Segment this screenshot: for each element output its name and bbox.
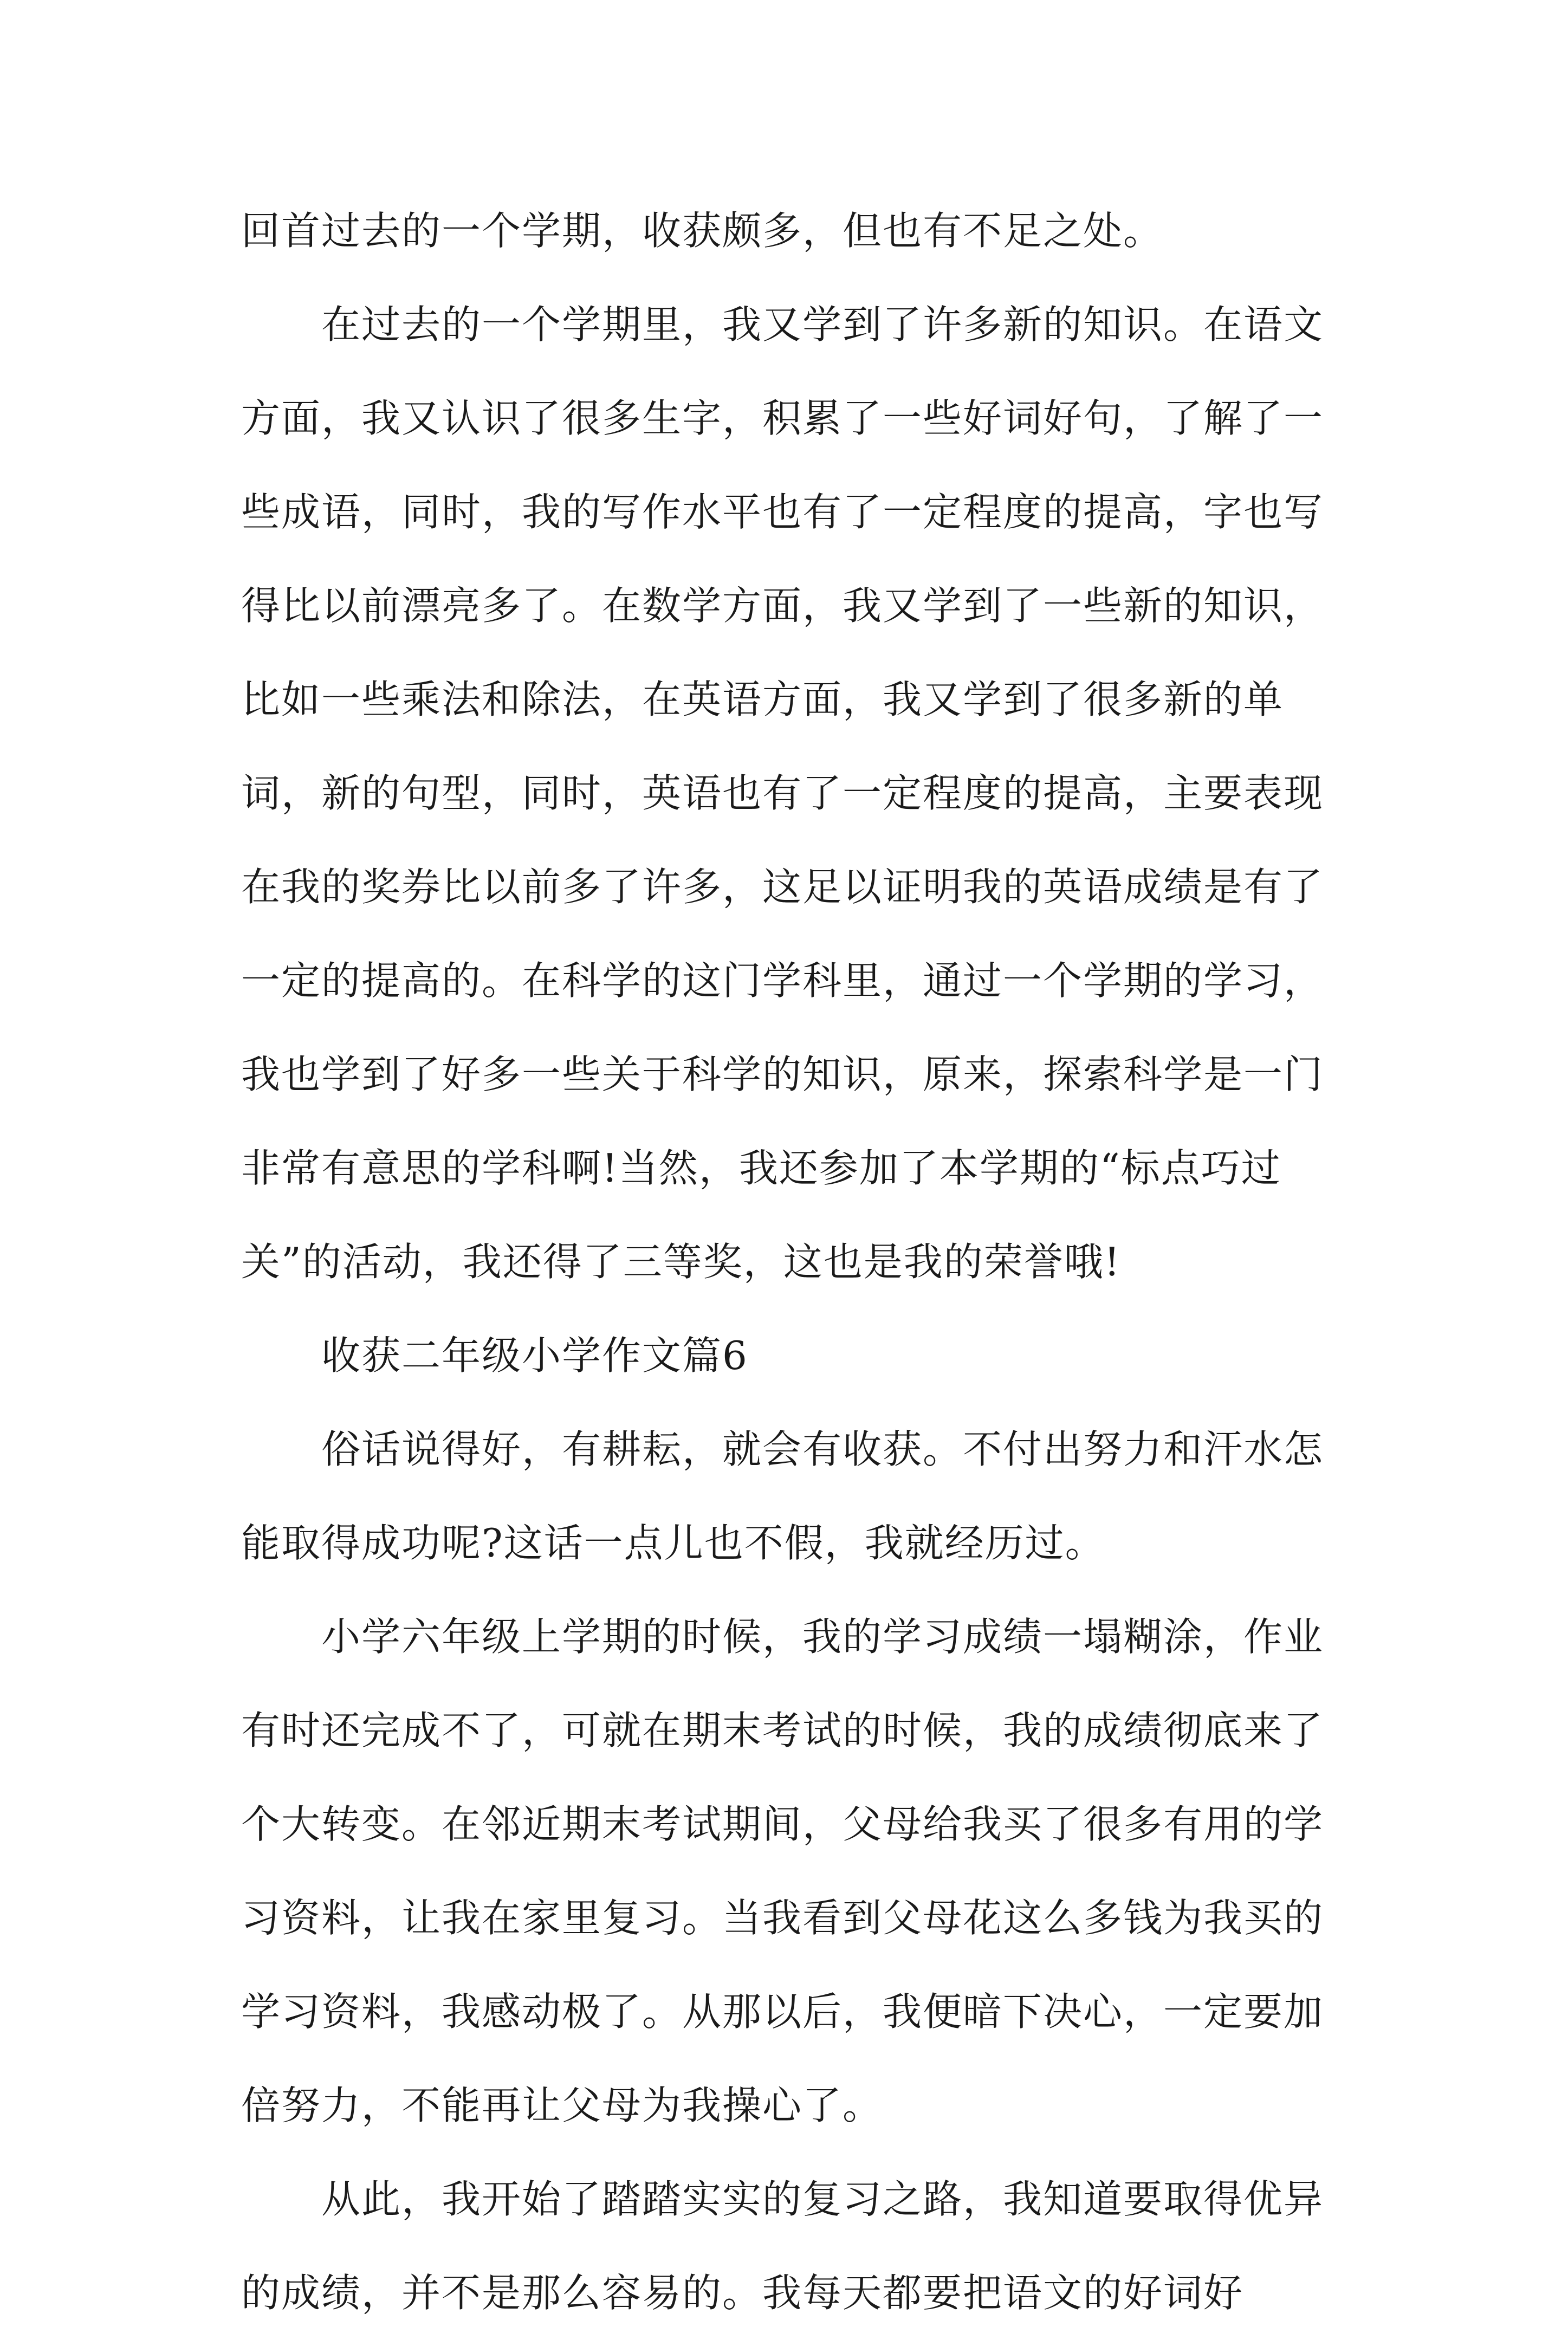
section-heading: 收获二年级小学作文篇6 (321, 1333, 748, 1378)
paragraph-3: 俗话说得好，有耕耘，就会有收获。不付出努力和汗水怎能取得成功呢?这话一点儿也不假，我就经历过。 (241, 1427, 1324, 1566)
paragraph-5: 从此，我开始了踏踏实实的复习之路，我知道要取得优异的成绩，并不是那么容易的。我每天都要把语文的好词好 (241, 2176, 1324, 2316)
paragraph-4: 小学六年级上学期的时候，我的学习成绩一塌糊涂，作业有时还完成不了，可就在期末考试的时候，我的成绩彻底来了个大转变。在邻近期末考试期间，父母给我买了很多有用的学习资料，让我在家里复习。当我看到父母花这么多钱为我买的学习资料，我感动极了。从那以后，我便暗下决心，一定要加倍努力，不能再让父母为我操心了。 (241, 1614, 1324, 2128)
paragraph-1: 回首过去的一个学期，收获颇多，但也有不足之处。 (241, 208, 1164, 254)
document-body (241, 184, 1346, 2340)
paragraph-2: 在过去的一个学期里，我又学到了许多新的知识。在语文方面，我又认识了很多生字，积累了一些好词好句，了解了一些成语，同时，我的写作水平也有了一定程度的提高，字也写得比以前漂亮多了。在数学方面，我又学到了一些新的知识，比如一些乘法和除法，在英语方面，我又学到了很多新的单词，新的句型，同时，英语也有了一定程度的提高，主要表现在我的奖券比以前多了许多，这足以证明我的英语成绩是有了一定的提高的。在科学的这门学科里，通过一个学期的学习，我也学到了好多一些关于科学的知识，原来，探索科学是一门非常有意思的学科啊!当然，我还参加了本学期的“标点巧过关”的活动，我还得了三等奖，这也是我的荣誉哦! (241, 302, 1324, 1285)
